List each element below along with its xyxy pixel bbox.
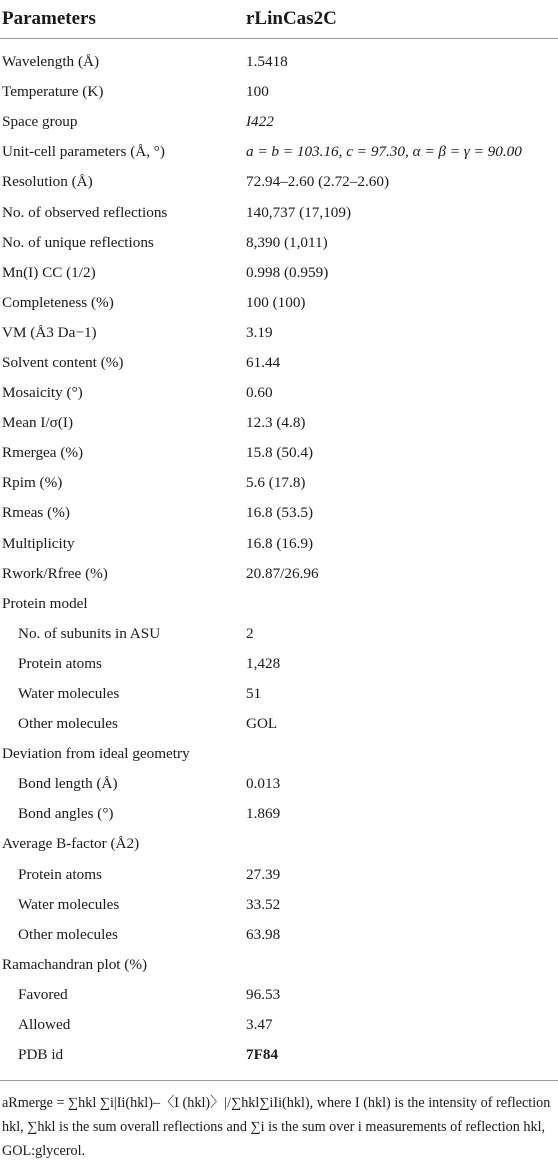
row-value: 0.60 xyxy=(246,384,273,402)
table-row xyxy=(0,468,558,498)
row-label: Multiplicity xyxy=(2,534,75,552)
row-value: 12.3 (4.8) xyxy=(246,414,306,432)
row-label: Other molecules xyxy=(18,925,118,943)
row-value: 63.98 xyxy=(246,925,281,943)
table-row xyxy=(0,197,558,227)
table-row xyxy=(0,769,558,799)
table-row xyxy=(0,438,558,468)
row-value: 5.6 (17.8) xyxy=(246,474,306,492)
row-value xyxy=(246,143,558,161)
row-label: Favored xyxy=(18,985,68,1003)
row-value: 72.94–2.60 (2.72–2.60) xyxy=(246,173,390,191)
table-row xyxy=(0,77,558,107)
section-row-protein-model xyxy=(0,589,558,619)
row-value: 1.5418 xyxy=(246,53,288,71)
row-value: 0.013 xyxy=(246,775,281,793)
row-value: 61.44 xyxy=(246,353,281,371)
row-label: Protein atoms xyxy=(18,865,102,883)
row-value: 8,390 (1,011) xyxy=(246,233,328,251)
unit-cell-value: a = b = 103.16, c = 97.30, α = β = γ = 90.00 xyxy=(246,143,522,161)
row-label: Rmeas (%) xyxy=(2,504,70,522)
section-label: Deviation from ideal geometry xyxy=(2,745,190,763)
row-label: Bond angles (°) xyxy=(18,805,114,823)
table-footnote: aRmerge = ∑hkl ∑i|Ii(hkl)–〈I (hkl)〉|/∑hkl∑iIi(hkl), where I (hkl) is the intensity of reflection hkl, ∑hkl is the sum overall reflections and ∑i is the sum over i measurements of reflection hkl, GOL:glycerol. xyxy=(2,1095,551,1160)
table-row xyxy=(0,559,558,589)
row-value: 140,737 (17,109) xyxy=(246,203,352,221)
row-label: No. of unique reflections xyxy=(2,233,154,251)
table-row xyxy=(0,1040,558,1070)
table-row xyxy=(0,288,558,318)
table-row xyxy=(0,709,558,739)
table-row xyxy=(0,348,558,378)
table-row xyxy=(0,860,558,890)
row-label: Unit-cell parameters (Å, °) xyxy=(2,143,165,161)
row-label: Resolution (Å) xyxy=(2,173,93,191)
section-row-b-factor xyxy=(0,829,558,859)
row-label: Allowed xyxy=(18,1016,71,1034)
table-row xyxy=(0,258,558,288)
row-label: Wavelength (Å) xyxy=(2,53,100,71)
table-row xyxy=(0,529,558,559)
row-value: 16.8 (53.5) xyxy=(246,504,314,522)
row-value: 16.8 (16.9) xyxy=(246,534,314,552)
table-row xyxy=(0,228,558,258)
table-header xyxy=(0,0,558,39)
table-row xyxy=(0,167,558,197)
row-value: 1.869 xyxy=(246,805,281,823)
section-row-deviation xyxy=(0,739,558,769)
table-row xyxy=(0,378,558,408)
table-row xyxy=(0,679,558,709)
table-row xyxy=(0,920,558,950)
row-label: PDB id xyxy=(18,1046,64,1064)
table-row xyxy=(0,408,558,438)
row-label: Protein atoms xyxy=(18,654,102,672)
table-row xyxy=(0,498,558,528)
row-label: Mn(I) CC (1/2) xyxy=(2,263,96,281)
row-value: 3.19 xyxy=(246,323,273,341)
header-sample: rLinCas2C xyxy=(246,8,337,29)
table-row xyxy=(0,318,558,348)
table-row xyxy=(0,107,558,137)
table-row xyxy=(0,1010,558,1040)
row-label: Completeness (%) xyxy=(2,293,114,311)
row-value: 96.53 xyxy=(246,985,281,1003)
section-row-ramachandran xyxy=(0,950,558,980)
row-label: Temperature (K) xyxy=(2,83,104,101)
table-row xyxy=(0,649,558,679)
row-label: Solvent content (%) xyxy=(2,353,124,371)
row-label: VM (Å3 Da−1) xyxy=(2,323,97,341)
row-label: Bond length (Å) xyxy=(18,775,118,793)
row-value xyxy=(246,113,558,131)
row-label: Mosaicity (°) xyxy=(2,384,83,402)
table-row xyxy=(0,799,558,829)
table-row xyxy=(0,980,558,1010)
row-label: No. of subunits in ASU xyxy=(18,624,161,642)
row-value: 0.998 (0.959) xyxy=(246,263,329,281)
table-row xyxy=(0,619,558,649)
table-row xyxy=(0,137,558,167)
section-label: Protein model xyxy=(2,594,88,612)
table-row xyxy=(0,47,558,77)
row-value: 51 xyxy=(246,685,262,703)
space-group-value: I422 xyxy=(246,113,274,131)
row-value: GOL xyxy=(246,715,278,733)
header-parameters: Parameters xyxy=(2,8,96,29)
row-label: Space group xyxy=(2,113,78,131)
row-label: Rwork/Rfree (%) xyxy=(2,564,108,582)
row-value: 100 (100) xyxy=(246,293,306,311)
row-value: 20.87/26.96 xyxy=(246,564,319,582)
section-label: Average B-factor (Å2) xyxy=(2,835,140,853)
row-label: Mean I/σ(I) xyxy=(2,414,74,432)
table-body xyxy=(0,39,558,1070)
row-value: 15.8 (50.4) xyxy=(246,444,314,462)
row-value: 2 xyxy=(246,624,254,642)
row-label: Rpim (%) xyxy=(2,474,63,492)
section-label: Ramachandran plot (%) xyxy=(2,955,148,973)
row-value: 33.52 xyxy=(246,895,281,913)
row-value: 100 xyxy=(246,83,269,101)
row-label: No. of observed reflections xyxy=(2,203,168,221)
row-label: Rmergea (%) xyxy=(2,444,84,462)
row-value: 3.47 xyxy=(246,1016,273,1034)
row-label: Other molecules xyxy=(18,715,118,733)
table-row xyxy=(0,890,558,920)
pdb-id-value: 7F84 xyxy=(246,1046,279,1064)
row-label: Water molecules xyxy=(18,895,120,913)
row-label: Water molecules xyxy=(18,685,120,703)
row-value: 27.39 xyxy=(246,865,281,883)
row-value: 1,428 xyxy=(246,654,281,672)
